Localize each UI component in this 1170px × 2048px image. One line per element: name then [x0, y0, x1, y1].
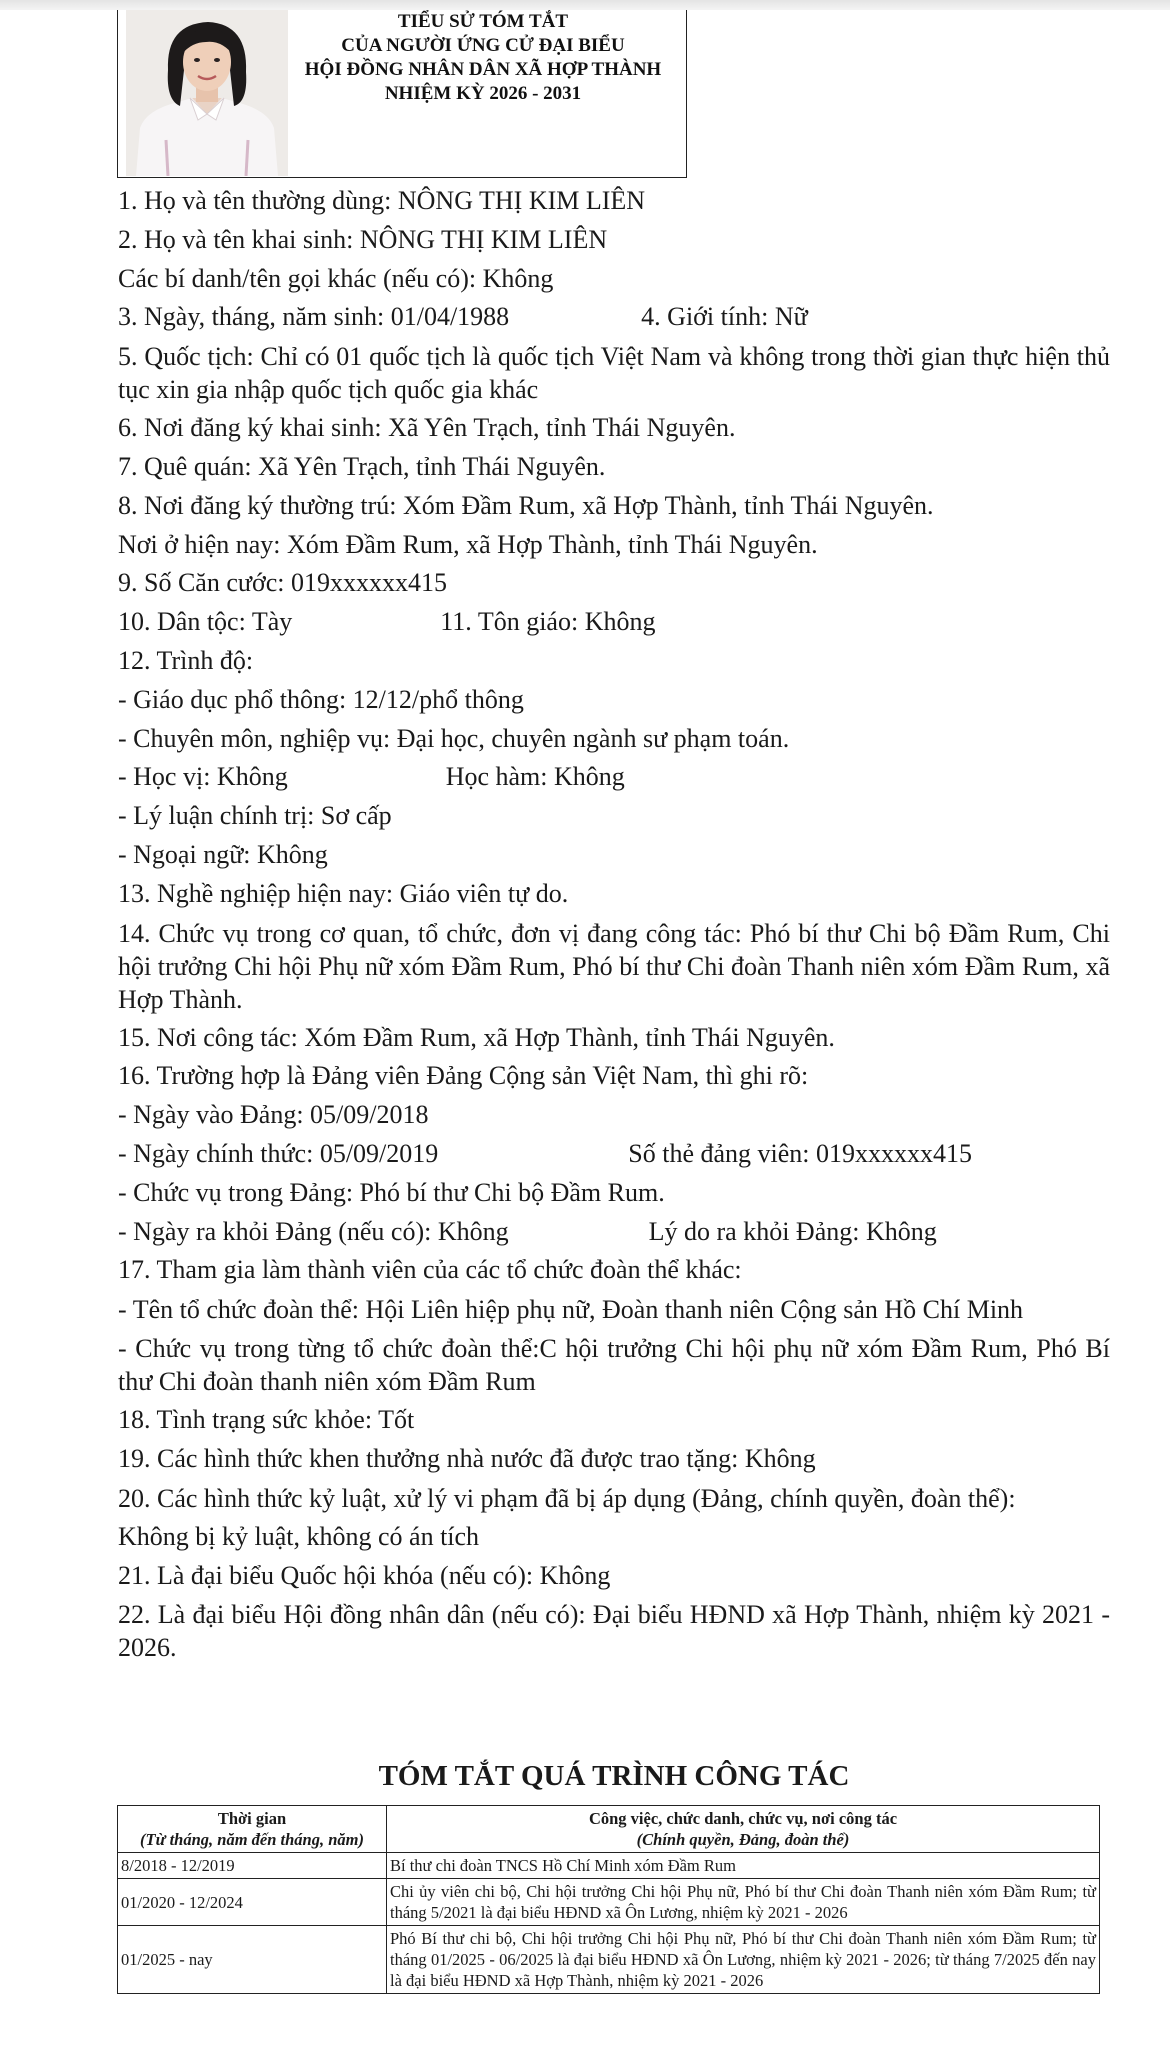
field-workplace: 15. Nơi công tác: Xóm Đầm Rum, xã Hợp Thành, tỉnh Thái Nguyên.	[118, 1022, 835, 1052]
title-line-2: CỦA NGƯỜI ỨNG CỬ ĐẠI BIỂU	[341, 35, 625, 56]
table-row	[118, 1926, 1100, 1994]
field-party-official-date: - Ngày chính thức: 05/09/2019	[118, 1138, 439, 1168]
field-general-education: - Giáo dục phổ thông: 12/12/phổ thông	[118, 684, 524, 714]
field-peoples-council: 22. Là đại biểu Hội đồng nhân dân (nếu có): Đại biểu HĐND xã Hợp Thành, nhiệm kỳ 2021 - 2026.	[118, 1600, 1110, 1663]
title-line-4: NHIỆM KỲ 2026 - 2031	[384, 83, 582, 104]
field-organizations-heading: 17. Tham gia làm thành viên của các tổ chức đoàn thể khác:	[118, 1255, 742, 1285]
field-birth-registration: 6. Nơi đăng ký khai sinh: Xã Yên Trạch, tỉnh Thái Nguyên.	[118, 413, 736, 443]
field-gender: 4. Giới tính: Nữ	[641, 302, 808, 332]
field-degree: - Học vị: Không	[118, 762, 288, 792]
field-name-birth: 2. Họ và tên khai sinh: NÔNG THỊ KIM LIÊN	[118, 224, 608, 254]
table-row	[118, 1879, 1100, 1926]
row-desc: Bí thư chi đoàn TNCS Hồ Chí Minh xóm Đầm Rum	[387, 1853, 1100, 1879]
field-current-residence: Nơi ở hiện nay: Xóm Đầm Rum, xã Hợp Thành, tỉnh Thái Nguyên.	[118, 529, 818, 559]
col-time-sub: (Từ tháng, năm đến tháng, năm)	[140, 1830, 364, 1849]
field-academic-title: Học hàm: Không	[445, 762, 625, 792]
header-box	[117, 10, 687, 178]
field-religion: 11. Tôn giáo: Không	[440, 607, 656, 637]
field-party-card: Số thẻ đảng viên: 019xxxxxx415	[628, 1138, 973, 1168]
row-time: 8/2018 - 12/2019	[118, 1853, 387, 1879]
col-time-title: Thời gian	[217, 1809, 287, 1828]
col-time-header	[118, 1806, 387, 1853]
field-political-theory: - Lý luận chính trị: Sơ cấp	[118, 801, 392, 831]
field-specialization: - Chuyên môn, nghiệp vụ: Đại học, chuyên ngành sư phạm toán.	[118, 723, 790, 753]
field-foreign-language: - Ngoại ngữ: Không	[118, 839, 328, 869]
top-rule	[0, 0, 1170, 10]
title-line-1: TIỂU SỬ TÓM TẮT	[397, 11, 569, 32]
field-id-number: 9. Số Căn cước: 019xxxxxx415	[118, 568, 447, 598]
field-dob: 3. Ngày, tháng, năm sinh: 01/04/1988	[118, 302, 510, 332]
field-row-ethnicity-religion	[118, 603, 1110, 642]
col-work-header	[387, 1806, 1100, 1853]
field-row-dob-gender	[118, 298, 1110, 337]
candidate-photo	[126, 10, 288, 176]
row-time: 01/2020 - 12/2024	[118, 1879, 387, 1926]
document-title	[278, 10, 688, 106]
field-discipline: 20. Các hình thức kỷ luật, xử lý vi phạm đã bị áp dụng (Đảng, chính quyền, đoàn thể):	[118, 1483, 1016, 1513]
field-organizations-positions: - Chức vụ trong từng tổ chức đoàn thể:C hội trưởng Chi hội phụ nữ xóm Đầm Rum, Phó Bí thư Chi đoàn thanh niên xóm Đầm Rum	[118, 1334, 1110, 1397]
field-party-leave-date: - Ngày ra khỏi Đảng (nếu có): Không	[118, 1216, 509, 1246]
field-occupation: 13. Nghề nghiệp hiện nay: Giáo viên tự do.	[118, 878, 569, 908]
field-party-heading: 16. Trường hợp là Đảng viên Đảng Cộng sản Việt Nam, thì ghi rõ:	[118, 1061, 809, 1091]
field-permanent-residence: 8. Nơi đăng ký thường trú: Xóm Đầm Rum, xã Hợp Thành, tỉnh Thái Nguyên.	[118, 490, 934, 520]
field-row-party-leave	[118, 1213, 1110, 1252]
col-work-sub: (Chính quyền, Đảng, đoàn thể)	[636, 1830, 850, 1849]
field-row-degree	[118, 758, 1110, 797]
field-national-assembly: 21. Là đại biểu Quốc hội khóa (nếu có): Không	[118, 1560, 611, 1590]
field-health: 18. Tình trạng sức khỏe: Tốt	[118, 1405, 415, 1435]
field-hometown: 7. Quê quán: Xã Yên Trạch, tỉnh Thái Nguyên.	[118, 451, 606, 481]
work-history-title: TÓM TẮT QUÁ TRÌNH CÔNG TÁC	[378, 1760, 850, 1792]
field-party-position: - Chức vụ trong Đảng: Phó bí thư Chi bộ Đầm Rum.	[118, 1177, 665, 1207]
row-desc: Phó Bí thư chi bộ, Chi hội trưởng Chi hội Phụ nữ, Phó bí thư Chi đoàn Thanh niên xóm Đầm Rum; từ tháng 01/2025 - 06/2025 là đại biểu HĐND xã Ôn Lương, nhiệm kỳ 2021 - 2026; từ tháng 7/2025 đến nay là đại biểu HĐND xã Hợp Thành, nhiệm kỳ 2021 - 2026	[387, 1926, 1100, 1994]
field-nationality: 5. Quốc tịch: Chỉ có 01 quốc tịch là quốc tịch Việt Nam và không trong thời gian thực hiện thủ tục xin gia nhập quốc tịch quốc gia khác	[118, 342, 1110, 405]
candidate-info	[118, 182, 1110, 1667]
field-aliases: Các bí danh/tên gọi khác (nếu có): Không	[118, 263, 554, 293]
field-education-heading: 12. Trình độ:	[118, 645, 254, 675]
field-organizations-names: - Tên tổ chức đoàn thể: Hội Liên hiệp phụ nữ, Đoàn thanh niên Cộng sản Hồ Chí Minh	[118, 1295, 1024, 1325]
field-positions: 14. Chức vụ trong cơ quan, tổ chức, đơn vị đang công tác: Phó bí thư Chi bộ Đầm Rum, Chi hội trưởng Chi hội Phụ nữ xóm Đầm Rum, Phó bí thư Chi đoàn Thanh niên xóm Đầm Rum, xã Hợp Thành.	[118, 918, 1110, 1014]
row-time: 01/2025 - nay	[118, 1926, 387, 1994]
col-work-title: Công việc, chức danh, chức vụ, nơi công tác	[588, 1809, 898, 1828]
field-ethnicity: 10. Dân tộc: Tày	[118, 607, 293, 637]
field-party-join-date: - Ngày vào Đảng: 05/09/2018	[118, 1100, 429, 1130]
table-row	[118, 1853, 1100, 1879]
field-awards: 19. Các hình thức khen thưởng nhà nước đã được trao tặng: Không	[118, 1443, 816, 1473]
field-name-common: 1. Họ và tên thường dùng: NÔNG THỊ KIM LIÊN	[118, 186, 646, 215]
title-line-3: HỘI ĐỒNG NHÂN DÂN XÃ HỢP THÀNH	[304, 59, 662, 80]
field-party-leave-reason: Lý do ra khỏi Đảng: Không	[648, 1216, 937, 1246]
field-discipline-detail: Không bị kỷ luật, không có án tích	[118, 1521, 480, 1551]
table-header-row	[118, 1806, 1100, 1853]
field-row-party-official	[118, 1135, 1110, 1174]
work-history-table	[117, 1805, 1100, 1994]
row-desc: Chi ủy viên chi bộ, Chi hội trưởng Chi hội Phụ nữ, Phó bí thư Chi đoàn Thanh niên xóm Đầm Rum; từ tháng 5/2021 là đại biểu HĐND xã Ôn Lương, nhiệm kỳ 2021 - 2026	[387, 1879, 1100, 1926]
portrait-image	[126, 10, 288, 176]
